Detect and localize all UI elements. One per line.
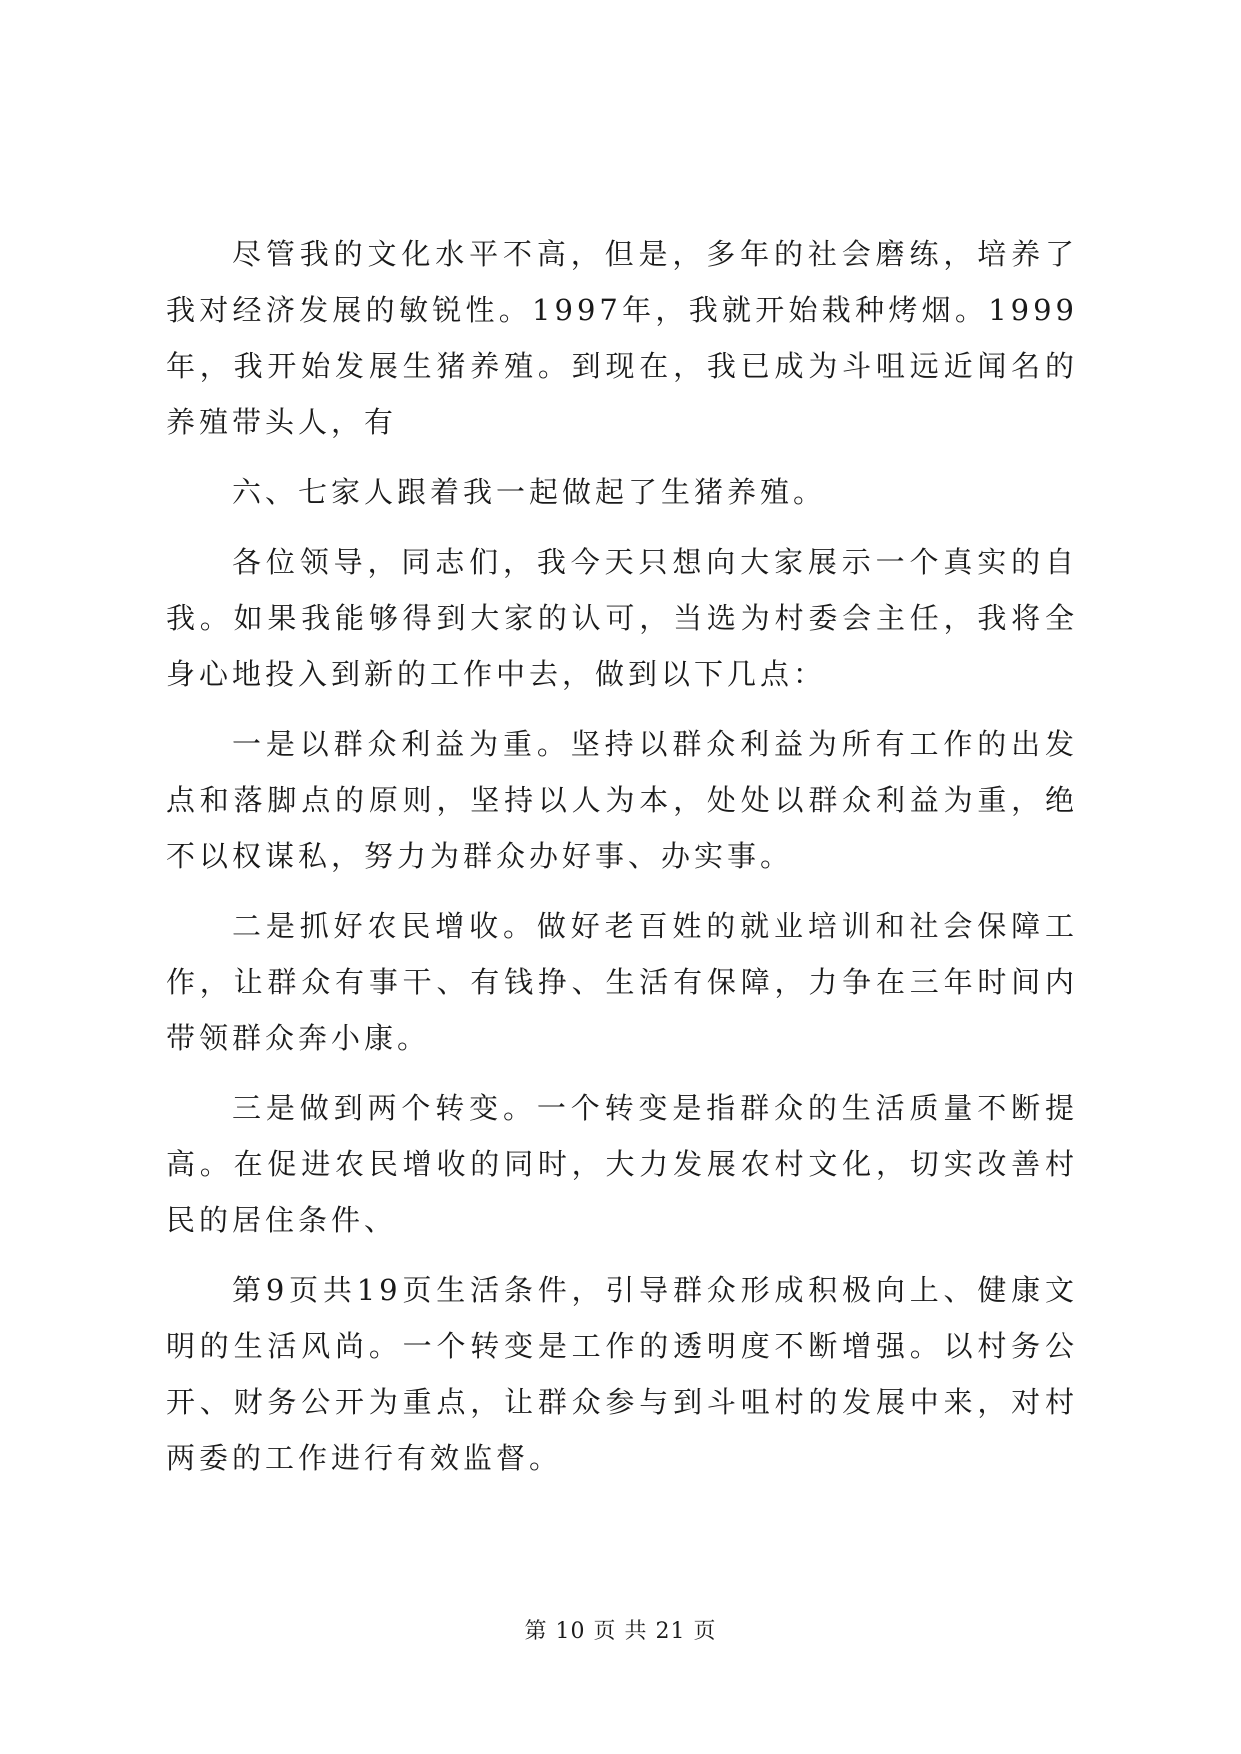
paragraph-2: 六、七家人跟着我一起做起了生猪养殖。 (232, 475, 827, 509)
paragraph-5: 二是抓好农民增收。做好老百姓的就业培训和社会保障工作，让群众有事干、有钱挣、生活有保障，力争在三年时间内带领群众奔小康。 (166, 909, 1078, 1055)
document-body (166, 226, 1078, 1500)
paragraph-3: 各位领导，同志们，我今天只想向大家展示一个真实的自我。如果我能够得到大家的认可，当选为村委会主任，我将全身心地投入到新的工作中去，做到以下几点： (166, 545, 1078, 691)
paragraph-6: 三是做到两个转变。一个转变是指群众的生活质量不断提高。在促进农民增收的同时，大力发展农村文化，切实改善村民的居住条件、 (166, 1091, 1078, 1237)
paragraph-1: 尽管我的文化水平不高，但是，多年的社会磨练，培养了我对经济发展的敏锐性。1997年，我就开始栽种烤烟。1999年，我开始发展生猪养殖。到现在，我已成为斗咀远近闻名的养殖带头人，有 (166, 237, 1078, 439)
paragraph-4: 一是以群众利益为重。坚持以群众利益为所有工作的出发点和落脚点的原则，坚持以人为本，处处以群众利益为重，绝不以权谋私，努力为群众办好事、办实事。 (166, 727, 1078, 873)
page-number-footer: 第 10 页 共 21 页 (524, 1619, 717, 1644)
paragraph-7: 第9页共19页生活条件，引导群众形成积极向上、健康文明的生活风尚。一个转变是工作的透明度不断增强。以村务公开、财务公开为重点，让群众参与到斗咀村的发展中来，对村两委的工作进行有效监督。 (166, 1273, 1078, 1475)
